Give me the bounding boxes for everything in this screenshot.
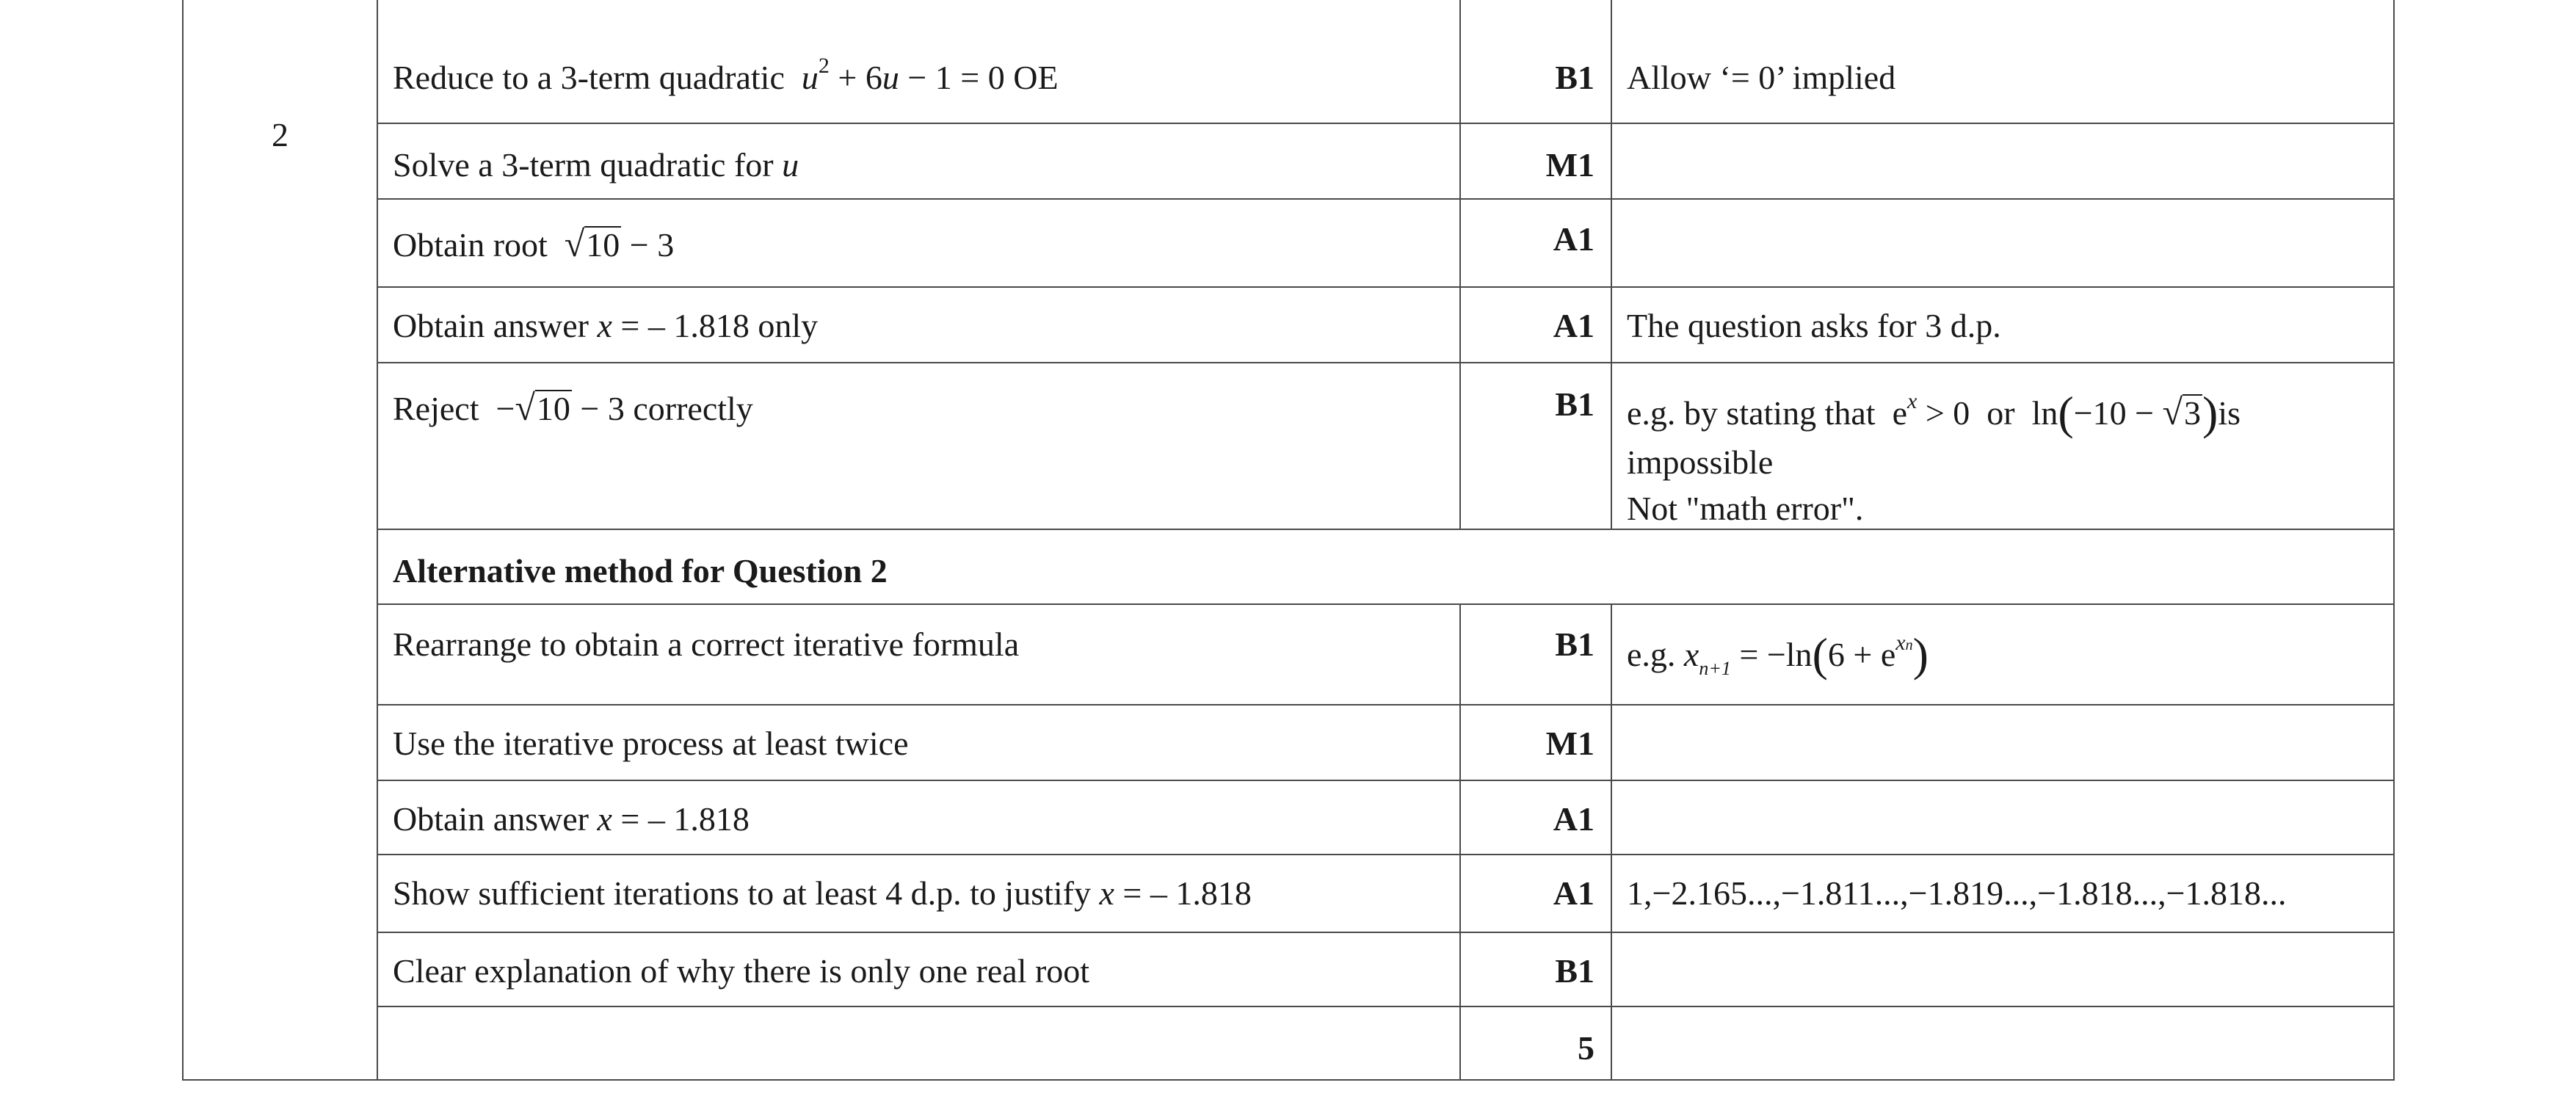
guidance-cell <box>1611 287 2394 363</box>
mark-cell <box>1460 705 1611 780</box>
guidance-cell <box>1611 123 2394 199</box>
answer-text: Obtain root <box>393 226 548 264</box>
table-row <box>183 123 2394 199</box>
table-row <box>183 363 2394 529</box>
guidance-cell <box>1611 604 2394 705</box>
answer-cell <box>377 0 1460 123</box>
table-row <box>183 604 2394 705</box>
mark: A1 <box>1553 220 1594 258</box>
mark: A1 <box>1553 800 1594 838</box>
guidance-cell <box>1611 363 2394 529</box>
answer-suffix: only <box>758 307 819 344</box>
mark-cell <box>1460 363 1611 529</box>
table-row <box>183 287 2394 363</box>
mark-cell <box>1460 123 1611 199</box>
guidance-cell <box>1611 932 2394 1006</box>
guidance-or: or <box>1987 394 2015 432</box>
answer-cell <box>377 123 1460 199</box>
alternative-heading: Alternative method for Question 2 <box>393 552 888 590</box>
table-row <box>183 1006 2394 1080</box>
answer-text: Show sufficient iterations to at least 4 d.p. to justify <box>393 874 1091 913</box>
answer-suffix: OE <box>1013 59 1059 96</box>
answer-text: Solve a 3-term quadratic for <box>393 146 774 184</box>
mark: B1 <box>1555 385 1594 423</box>
guidance-prefix: e.g. <box>1627 636 1676 674</box>
mark: B1 <box>1555 59 1594 96</box>
answer-math: $u^2 + 6u - 1 = 0$ <box>801 54 1005 96</box>
answer-math: x = – 1.818 <box>597 800 750 838</box>
table-row <box>183 855 2394 932</box>
guidance: 1,−2.165...,−1.811...,−1.819...,−1.818...,−1.818... <box>1627 874 2287 913</box>
guidance-cell <box>1611 199 2394 287</box>
total-mark-cell <box>1460 1006 1611 1080</box>
table-row <box>183 705 2394 780</box>
guidance-suffix: is impossible <box>1627 394 2241 481</box>
guidance-prefix: e.g. by stating that <box>1627 394 1876 432</box>
guidance-math-1: $e^x > 0$ <box>1884 389 1978 432</box>
answer-text: Clear explanation of why there is only one real root <box>393 952 1090 990</box>
total-mark: 5 <box>1578 1029 1594 1067</box>
answer-math: −√10 − 3 <box>487 387 625 428</box>
answer-cell <box>377 199 1460 287</box>
guidance-cell <box>1611 780 2394 855</box>
guidance-cell <box>1611 855 2394 932</box>
answer-text: Reduce to a 3-term quadratic <box>393 59 785 96</box>
mark-cell <box>1460 287 1611 363</box>
mark: B1 <box>1555 952 1594 990</box>
answer-text: Use the iterative process at least twice <box>393 725 909 763</box>
table-row <box>183 780 2394 855</box>
answer-cell <box>377 1006 1460 1080</box>
answer-math: √10 − 3 <box>564 223 675 264</box>
mark-scheme-table <box>182 0 2395 1081</box>
guidance-cell <box>1611 0 2394 123</box>
mark-cell <box>1460 932 1611 1006</box>
answer-math: x = – 1.818 <box>597 307 750 344</box>
table-row <box>183 0 2394 123</box>
answer-cell <box>377 932 1460 1006</box>
guidance-cell <box>1611 705 2394 780</box>
guidance-line-2: Not "math error". <box>1627 489 1864 527</box>
answer-text: Obtain answer <box>393 307 589 344</box>
answer-cell <box>377 780 1460 855</box>
guidance-cell <box>1611 1006 2394 1080</box>
alternative-heading-cell <box>377 529 2394 604</box>
answer-math: x = – 1.818 <box>1099 874 1252 913</box>
answer-text: Reject <box>393 390 479 427</box>
mark-cell <box>1460 780 1611 855</box>
mark-cell <box>1460 855 1611 932</box>
answer-cell <box>377 287 1460 363</box>
mark: B1 <box>1555 625 1594 664</box>
answer-var: u <box>782 146 799 184</box>
mark: M1 <box>1545 725 1594 763</box>
mark: A1 <box>1553 874 1594 913</box>
guidance: Allow ‘= 0’ implied <box>1627 59 1896 96</box>
answer-text: Rearrange to obtain a correct iterative formula <box>393 625 1020 664</box>
mark-cell <box>1460 604 1611 705</box>
question-number-cell <box>183 0 377 1080</box>
question-number: 2 <box>272 116 289 153</box>
table-row <box>183 932 2394 1006</box>
table-row <box>183 529 2394 604</box>
table-row <box>183 199 2394 287</box>
answer-cell <box>377 604 1460 705</box>
answer-cell <box>377 363 1460 529</box>
mark-cell <box>1460 0 1611 123</box>
answer-cell <box>377 705 1460 780</box>
answer-text: Obtain answer <box>393 800 589 838</box>
guidance-math-2: ln(−10 − √3) <box>2023 387 2218 439</box>
answer-suffix: correctly <box>633 390 753 427</box>
guidance: The question asks for 3 d.p. <box>1627 307 2001 344</box>
answer-cell <box>377 855 1460 932</box>
guidance-math: $x_{n+1} = -\ln(6 + e^{xn})$ <box>1683 628 1929 681</box>
mark-cell <box>1460 199 1611 287</box>
mark: A1 <box>1553 307 1594 344</box>
mark: M1 <box>1545 146 1594 184</box>
